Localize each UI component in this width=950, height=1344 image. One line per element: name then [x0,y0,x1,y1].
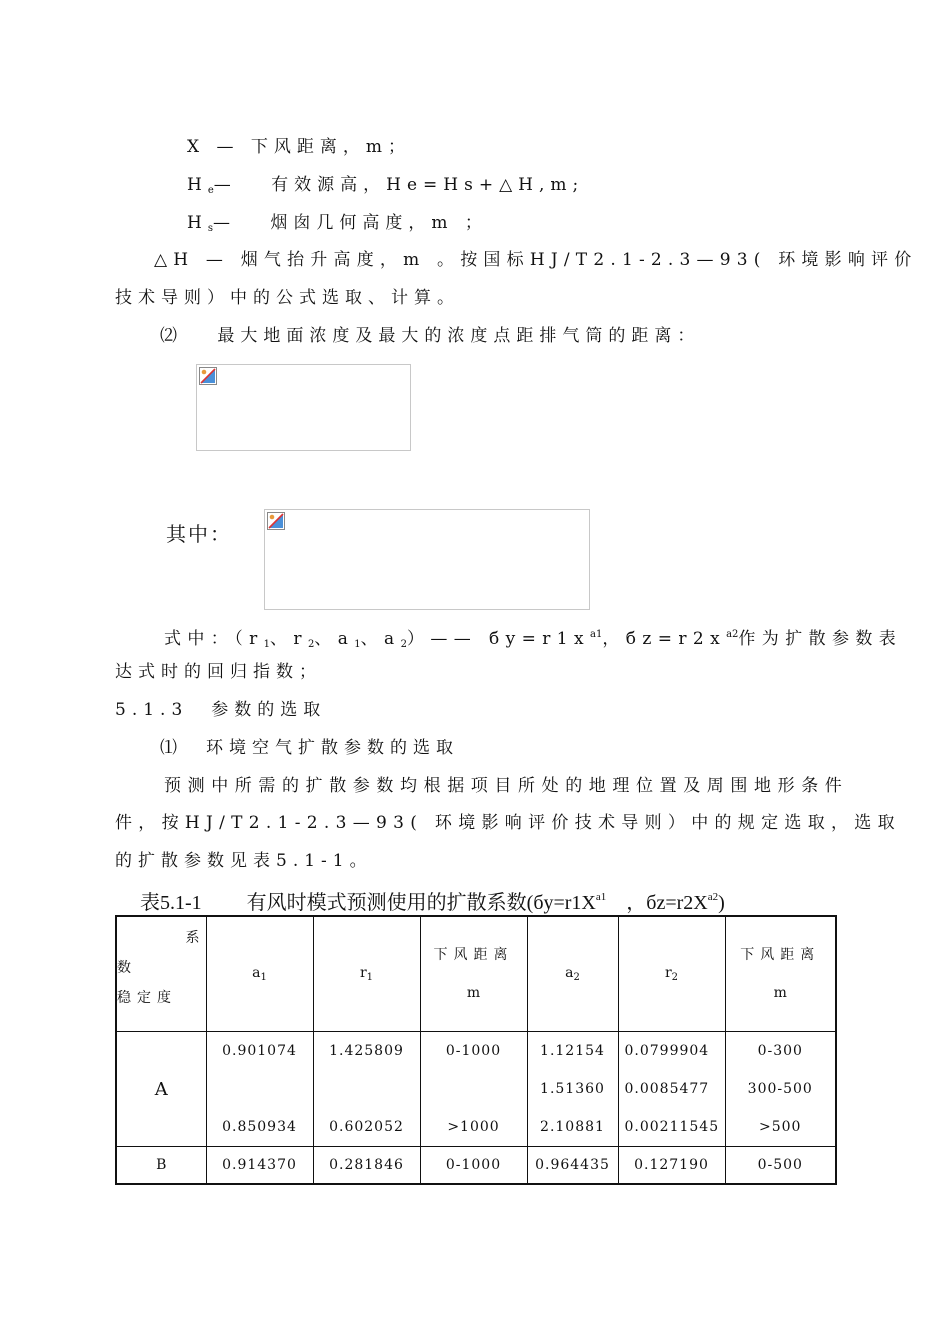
para-line-2: 件，按HJ/T2.1-2.3—93( 环境影响评价技术导则）中的规定选取，选取 [115,813,901,833]
def-x: X — 下风距离，m； [187,137,412,157]
table-row-a [116,1032,836,1147]
def-he: $H_e—$ 有效源高，He=Hs+△H,m; [187,175,585,196]
cell-a2: 0.964435 [527,1147,618,1184]
header-dist1: 下风距离 m [420,916,527,1032]
cell-dist2: 0-300 300-500 >500 [725,1032,836,1147]
cell-a1: 0.901074 0.850934 [206,1032,313,1147]
cell-dist2: 0-500 [725,1147,836,1184]
header-a2: $a_2$ [527,916,618,1032]
cell-dist1: 0-1000 >1000 [420,1032,527,1147]
cell-a1: 0.914370 [206,1147,313,1184]
table-caption: 表5.1-1 有风时模式预测使用的扩散系数($бy=r1X^{a1}$ ，$бz=r2X^{a2}$) [140,891,725,914]
shizhong-cont: 达式时的回归指数； [115,662,322,682]
def-hs: $H_s—$ 烟囱几何高度，m ； [187,213,488,234]
cell-r2: 0.127190 [618,1147,725,1184]
header-r1: $r_1$ [313,916,420,1032]
cell-r1: 0.281846 [313,1147,420,1184]
qizhong-label: 其中： [166,522,232,546]
def-dh-cont: 技术导则）中的公式选取、计算。 [115,288,460,308]
header-r2: $r_2$ [618,916,725,1032]
para-line-1: 预测中所需的扩散参数均根据项目所处的地理位置及周围地形条件 [164,776,849,796]
broken-image-icon [267,512,285,530]
header-dist2: 下风距离 m [725,916,836,1032]
formula-image-1 [196,364,411,451]
item-2-heading: ⑵ 最大地面浓度及最大的浓度点距排气筒的距离： [160,326,701,346]
row-label: A [116,1032,206,1147]
dispersion-table [115,915,837,1185]
section-5-1-3: 5.1.3 参数的选取 [115,700,327,720]
formula-image-2 [264,509,590,610]
cell-a2: 1.12154 1.51360 2.10881 [527,1032,618,1147]
broken-image-icon [199,367,217,385]
cell-r2: 0.0799904 0.0085477 0.00211545 [618,1032,725,1147]
shizhong-line: 式中：（$r_1$、$r_2$、$a_1$、$a_2)——$ $бy=r1x^{a1}$，$бz=r2x^{a2}$作为扩散参数表 [164,629,903,650]
header-a1: $a_1$ [206,916,313,1032]
table-header-row [116,916,836,1032]
row-label: B [116,1147,206,1184]
item-1-heading: ⑴ 环境空气扩散参数的选取 [160,738,459,758]
cell-r1: 1.425809 0.602052 [313,1032,420,1147]
cell-dist1: 0-1000 [420,1147,527,1184]
para-line-3: 的扩散参数见表5.1-1。 [115,851,373,871]
corner-header: 系 数 稳定度 [116,916,206,1032]
def-dh: △H — 烟气抬升高度，m 。按国标HJ/T2.1-2.3—93( 环境影响评价 [154,250,918,270]
table-row-b [116,1147,836,1184]
